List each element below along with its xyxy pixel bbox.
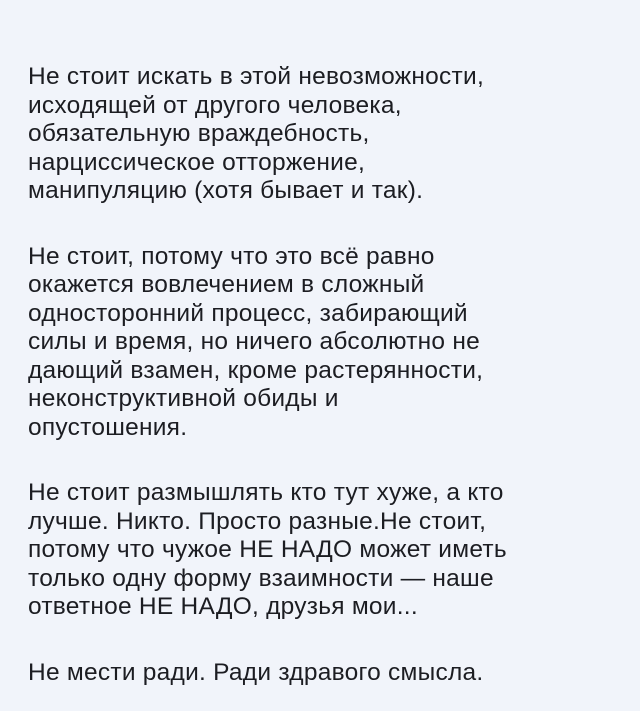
text-line: Не стоит, потому что это всё равно — [28, 242, 435, 270]
text-line: исходящей от другого человека, — [28, 91, 402, 119]
text-line: Не мести ради. Ради здравого смысла. — [28, 658, 484, 686]
text-line: опустошения. — [28, 413, 188, 441]
text-line: односторонний процесс, забирающий — [28, 299, 468, 327]
text-line: лучше. Никто. Просто разные.Не стоит, — [28, 507, 487, 535]
text-line: манипуляцию (хотя бывает и так). — [28, 177, 424, 204]
text-line: нарциссическое отторжение, — [28, 148, 366, 176]
text-line: ответное НЕ НАДО, друзья мои... — [28, 593, 418, 620]
text-line: потому что чужое НЕ НАДО может иметь — [28, 536, 507, 563]
text-line: окажется вовлечением в сложный — [28, 271, 425, 298]
text-line: обязательную враждебность, — [28, 120, 370, 147]
text-line: неконструктивной обиды и — [28, 385, 339, 412]
text-line: Не стоит размышлять кто тут хуже, а кто — [28, 479, 504, 506]
text-line: Не стоит искать в этой невозможности, — [28, 63, 485, 90]
paragraph-2 — [28, 243, 610, 443]
paragraph-3 — [28, 479, 610, 622]
text-line: только одну форму взаимности — наше — [28, 564, 494, 592]
text-line: дающий взамен, кроме растерянности, — [28, 356, 484, 384]
paragraph-1 — [28, 63, 610, 206]
text-line: силы и время, но ничего абсолютно не — [28, 328, 480, 355]
paragraph-4 — [28, 659, 610, 688]
